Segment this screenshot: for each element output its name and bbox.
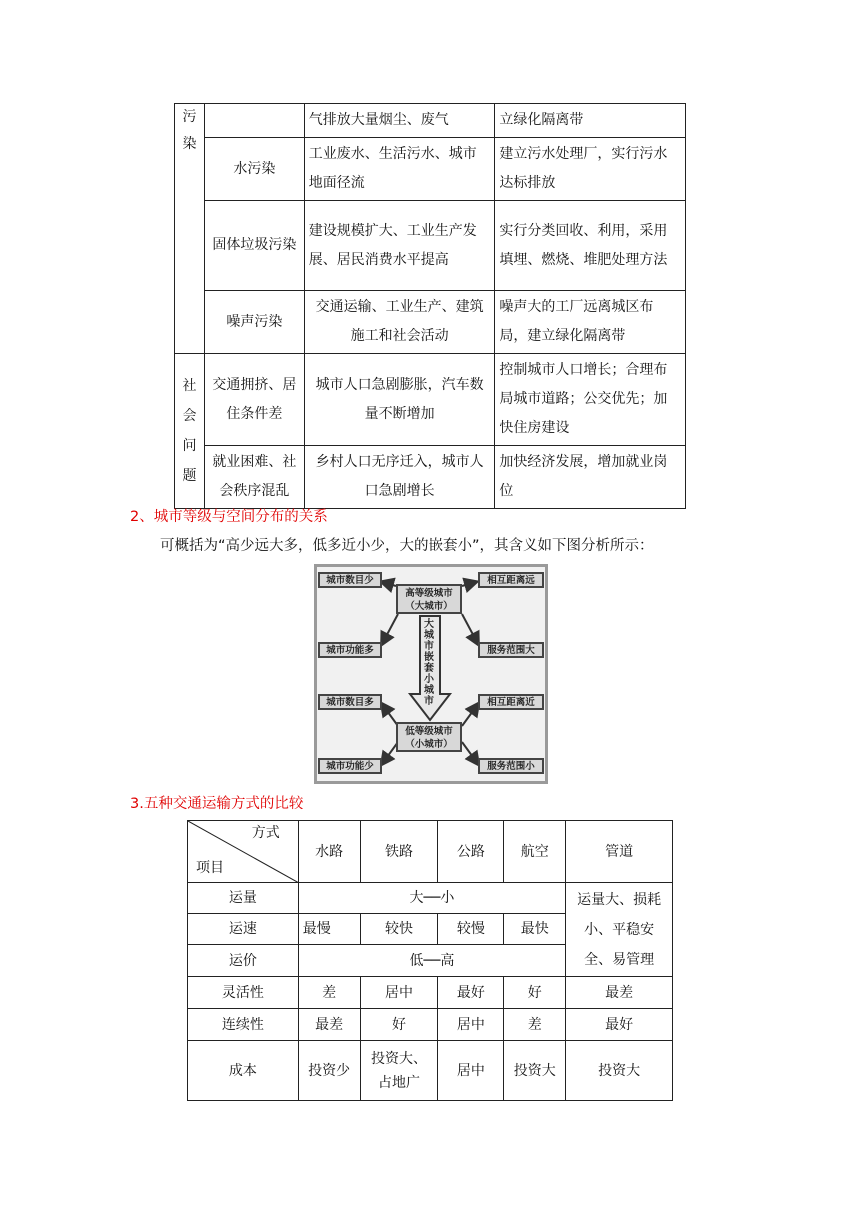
cell-sub: 噪声污染 (204, 291, 304, 354)
box-distance-near: 相互距离近 (478, 694, 544, 710)
header-mode-label: 方式 (251, 825, 280, 841)
cell-measure: 实行分类回收、利用，采用填埋、燃烧、堆肥处理方法 (495, 201, 686, 291)
box-city-count-few: 城市数目少 (318, 572, 382, 588)
cont-rail: 好 (360, 1009, 438, 1041)
category-social: 社会问题 (175, 354, 205, 509)
header-item-label: 项目 (196, 860, 224, 876)
cell-sub: 就业困难、社会秩序混乱 (204, 446, 304, 509)
cell-measure: 立绿化隔离带 (495, 104, 686, 138)
pipeline-summary: 运量大、损耗小、平稳安全、易管理 (566, 883, 673, 977)
box-city-function-many: 城市功能多 (318, 642, 382, 658)
mode-water: 水路 (298, 821, 360, 883)
transport-comparison-table (187, 820, 673, 1101)
section-paragraph-2: 可概括为“高少远大多，低多近小少，大的嵌套小”，其含义如下图分析所示： (160, 538, 654, 554)
section-heading-2: 2、城市等级与空间分布的关系 (130, 509, 328, 525)
cost-pipeline: 投资大 (566, 1041, 673, 1101)
speed-air: 最快 (504, 914, 566, 945)
box-low-level-city: 低等级城市（小城市） (396, 722, 462, 752)
flex-rail: 居中 (360, 977, 438, 1009)
section-heading-3: 3.五种交通运输方式的比较 (130, 796, 304, 812)
cell-measure: 加快经济发展，增加就业岗位 (495, 446, 686, 509)
cell-cause: 乡村人口无序迁入，城市人口急剧增长 (304, 446, 495, 509)
cont-air: 差 (504, 1009, 566, 1041)
speed-road: 较慢 (438, 914, 504, 945)
price-range: 低──高 (298, 945, 565, 977)
cell-measure: 建立污水处理厂，实行污水达标排放 (495, 138, 686, 201)
box-service-range-large: 服务范围大 (478, 642, 544, 658)
speed-rail: 较快 (360, 914, 438, 945)
vertical-arrow-label: 大城市嵌套小城市 (424, 619, 434, 707)
cost-rail: 投资大、占地广 (360, 1041, 438, 1101)
flex-road: 最好 (438, 977, 504, 1009)
header-diagonal-cell (188, 821, 299, 883)
box-high-level-city: 高等级城市（大城市） (396, 584, 462, 614)
cell-sub: 水污染 (204, 138, 304, 201)
cell-sub: 交通拥挤、居住条件差 (204, 354, 304, 446)
mode-road: 公路 (438, 821, 504, 883)
cell-sub: 固体垃圾污染 (204, 201, 304, 291)
flex-water: 差 (298, 977, 360, 1009)
row-label-continuity: 连续性 (188, 1009, 299, 1041)
box-service-range-small: 服务范围小 (478, 758, 544, 774)
cont-water: 最差 (298, 1009, 360, 1041)
flex-pipeline: 最差 (566, 977, 673, 1009)
box-distance-far: 相互距离远 (478, 572, 544, 588)
box-city-count-many: 城市数目多 (318, 694, 382, 710)
urban-problems-table (174, 103, 686, 509)
cell-measure: 控制城市人口增长；合理布局城市道路；公交优先；加快住房建设 (495, 354, 686, 446)
cell-cause: 工业废水、生活污水、城市地面径流 (304, 138, 495, 201)
cost-air: 投资大 (504, 1041, 566, 1101)
flex-air: 好 (504, 977, 566, 1009)
cell-cause: 城市人口急剧膨胀，汽车数量不断增加 (304, 354, 495, 446)
row-label-speed: 运速 (188, 914, 299, 945)
mode-rail: 铁路 (360, 821, 438, 883)
cell-measure: 噪声大的工厂远离城区布局，建立绿化隔离带 (495, 291, 686, 354)
mode-pipeline: 管道 (566, 821, 673, 883)
row-label-cost: 成本 (188, 1041, 299, 1101)
speed-water: 最慢 (298, 914, 360, 945)
cost-water: 投资少 (298, 1041, 360, 1101)
cell-sub (204, 104, 304, 138)
row-label-flexibility: 灵活性 (188, 977, 299, 1009)
cell-cause: 交通运输、工业生产、建筑施工和社会活动 (304, 291, 495, 354)
box-city-function-few: 城市功能少 (318, 758, 382, 774)
row-label-price: 运价 (188, 945, 299, 977)
category-pollution: 污染 (175, 104, 205, 354)
volume-range: 大──小 (298, 883, 565, 914)
row-label-volume: 运量 (188, 883, 299, 914)
cell-cause: 建设规模扩大、工业生产发展、居民消费水平提高 (304, 201, 495, 291)
cont-pipeline: 最好 (566, 1009, 673, 1041)
cont-road: 居中 (438, 1009, 504, 1041)
cost-road: 居中 (438, 1041, 504, 1101)
cell-cause: 气排放大量烟尘、废气 (304, 104, 495, 138)
mode-air: 航空 (504, 821, 566, 883)
